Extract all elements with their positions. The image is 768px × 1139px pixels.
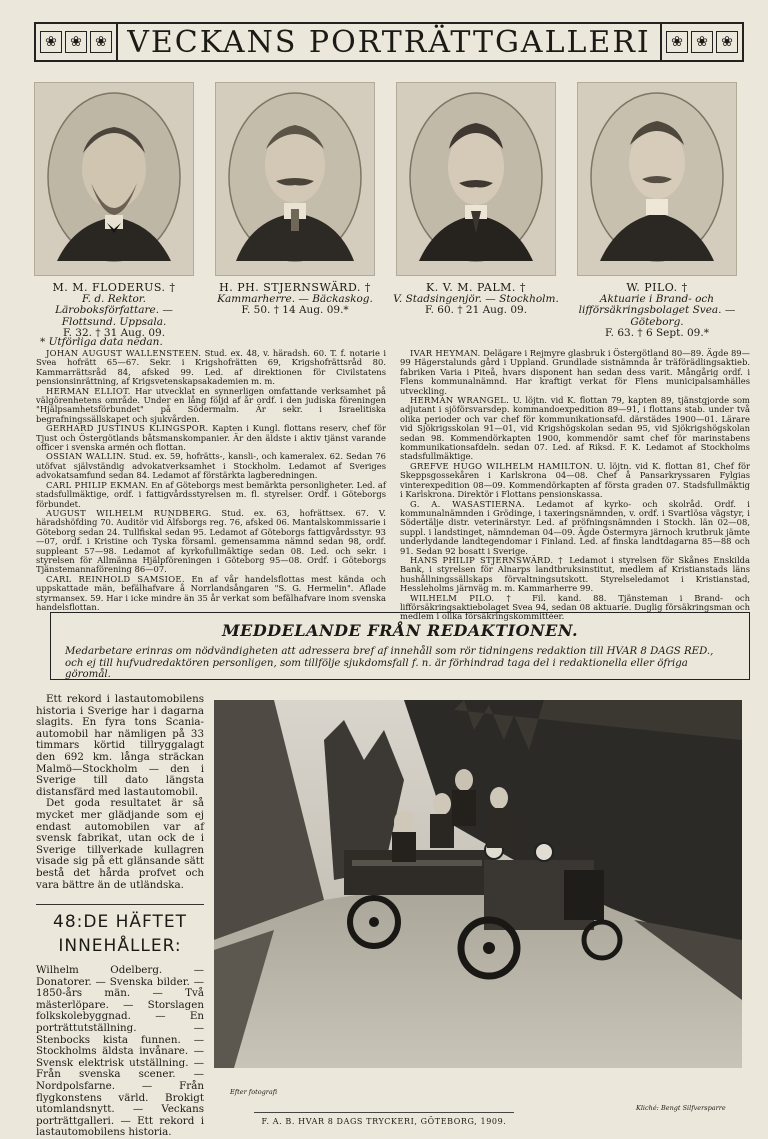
flower-ornament-icon: ❀ [90,31,112,53]
biography-text: En af vår handelsflottas mest kända och uppskattade män, befälhafvare å Norrlandsångaren "S. G. Hermelin". Aflade styrmansex. 59. Har i icke mindre än 35 år verkat som befälhafvare inom svenska handelsflottan. [36,573,386,612]
biography-name: AUGUST WILHELM RUNDBERG. [46,507,212,518]
biography-entry [36,424,386,452]
caption-pilo [573,282,741,340]
editorial-notice [50,612,750,680]
caption-floderus [30,282,198,340]
biography-name: HERMAN WRANGEL. [410,395,510,406]
portrait-floderus [34,82,194,276]
biography-text: Ledamot i styrelsen för Skånes Enskilda Bank, i styrelsen för Alnarps landtbruksinstitut, medlem af Kristianstads läns hushållningssällskaps förvaltningsutskott. Styrelseledamot i Kristianstad, Hessleholms järnväg m. m. Kammarherre 99. [400,554,750,594]
issue-heading-line: 48:DE HÄFTET [53,912,187,932]
article-paragraph: Det goda resultatet är så mycket mer glädjande som ej endast automobilen var af svensk fabrikat, utan ock de i Sverige tillverkade kullagren visade sig på ett glänsande sätt bestå det hårda profvet och vara bättre än de utländska. [36,797,204,891]
portrait-name: H. PH. STJERNSWÄRD. † [219,281,371,294]
masthead [34,22,744,62]
biography-entry [36,349,386,387]
biography-entry [400,556,750,594]
biography-text: Fil. kand. 88. Tjänsteman i Brand- och lifförsäkringsaktiebolaget Svea 94, sedan 08 aktuarie. Duglig försäkringsman och medlem i olika försäkringskommittéer. [400,592,750,622]
biography-name: IVAR HEYMAN. [410,348,481,358]
engraving-credit: Kliché: Bengt Silfversparre [636,1104,726,1112]
biography-name: OSSIAN WALLIN. [46,451,127,462]
biography-entry [36,509,386,575]
biography-name: HANS PHILIP STJERNSWÄRD. † [410,554,565,565]
portrait-name: M. M. FLODERUS. † [52,281,176,294]
biography-text: En af Göteborgs mest bemärkta personligheter. Led. af stadsfullmäktige, ordf. i fattigvårdsstyrelsen m. fl. styrelser. Ordf. i Göteborgs förbundet. [36,479,387,509]
biography-name: HERMAN ELLIOT. [46,385,131,396]
divider [36,904,204,905]
issue-contents-list: Wilhelm Odelberg. — Donatorer. — Svenska bilder. — 1850-års män. — Två mästerlöpare. — Storslagen folkskolebyggnad. — En porträttutställning. — Stenbocks kista funnen. — Stockholms äldsta invånare. — Svensk elektrisk utställning. — Från svenska scener. — Nordpolsfarne. — Från flygkonstens värld. Brokigt utomlandsnytt. — Veckans porträttgalleri. — Ett rekord i lastautomobilens historia. [36,964,204,1139]
biography-name: GERHARD JUSTINUS KLINGSPOR. [46,423,209,434]
biography-entry [36,387,386,425]
biography-entry [400,462,750,500]
page-title: VECKANS PORTRÄTTGALLERI [127,24,651,60]
biography-name: GREFVE HUGO WILHELM HAMILTON. [410,460,593,471]
biography-text: Delägare i Rejmyre glasbruk i Östergötland 80—89. Ägde 89—99 Hägerstalunds gård i Uppland. Grundlade sistnämnda år träförädlingsaktieb. fabriken Varia i Piteå, hvars disponent han sedan dess varit. Mångårig ordf. i Flens kommunalnämnd. Har kraftigt verkat för Flens municipalsamhälles utveckling. [400,348,750,396]
portrait-description: Kammarherre. — Bäckaskog. [217,292,373,305]
flower-ornament-icon: ❀ [40,31,62,53]
portrait-description: V. Stadsingenjör. — Stockholm. [393,292,559,305]
biography-entry [400,500,750,556]
portrait-dates: F. 63. † 6 Sept. 09.* [605,327,709,339]
biography-name: CARL REINHOLD SAMSIOE. [46,573,185,584]
flower-ornament-icon: ❀ [691,31,713,53]
portrait-dates: F. 50. † 14 Aug. 09.* [241,304,349,316]
biography-text: Stud. ex. 48, v. häradsh. 60. T. f. notarie i Svea hofrätt 65—67. Sekr. i Krigshofrätten 69, Krigshofrättsråd 80. Kammarrättsråd 84, afsked 99. Led. af direktionen för Civilstatens pensionsinrättning, af Krigsvetenskapsakademien m. m. [36,348,386,387]
portrait-name: K. V. M. PALM. † [426,281,526,294]
caption-palm [392,282,560,317]
flower-ornament-icon: ❀ [65,31,87,53]
biography-text: Stud. ex. 59, hofrätts-, kansli-, och kameralex. 62. Sedan 76 utöfvat självständig advokatverksamhet i Stockholm. Ledamot af Sveriges advokatsamfund sedan 84. Ledamot af förstärkta lagberedningen. [36,451,386,481]
biography-text: U. löjtn. vid K. flottan 81, Chef för Skeppsgossekåren i Karlskrona 04—08. Chef å Pansarkryssaren Fylgias vinterexpedition 08—09. Kommendörkapten af första graden 07. Stadsfullmäktig i Karlskrona. Direktör i Flottans pensionskassa. [400,460,750,500]
portrait-dates: F. 60. † 21 Aug. 09. [424,304,528,316]
printer-imprint: F. A. B. HVAR 8 DAGS TRYCKERI, GÖTEBORG, 1909. [261,1117,507,1126]
biography-entry [36,481,386,509]
biography-entry [36,452,386,480]
portrait-name: W. PILO. † [626,281,688,294]
biography-text: U. löjtn. vid K. flottan 79, kapten 89, tjänstgjorde som adjutant i sjöförsvarsdep. kommandoexpedition 89—91, i flottans stab. under två olika perioder och var chef för kommunikationsafd. därstädes 1900—01. Lärare vid Sjökrigsskolan 91—01, vid Krigshögskolan sedan 95, vid Sjökrigshögskolan sedan 98. Kommendörkapten 1900, kommendör samt chef för marinstabens kommunikationsafdeln. sedan 07. Led. af Riksd. F. K. Ledamot af Stockholms stadsfullmäktige. [400,395,751,462]
biography-entry [400,349,750,396]
biography-name: G. A. WASASTIERNA. [410,498,525,509]
biographies-right-column [400,349,750,622]
biographies-left-column [36,349,386,612]
article-paragraph: Ett rekord i lastautomobilens historia i Sverige har i dagarna slagits. En fyra tons Scania-automobil har nämligen på 33 timmars körtid tillryggalagt den 692 km. långa sträckan Malmö—Stockholm — den i Sverige till dato längsta distansfärd med lastautomobil. [36,693,204,798]
biography-name: CARL PHILIP EKMAN. [46,479,149,490]
truck-photograph [214,700,742,1068]
portrait-description: F. d. Rektor. Läroboksförfattare. — Flottsund. Uppsala. [55,292,173,328]
portrait-stjernsward [215,82,375,276]
divider [254,1112,514,1113]
flower-ornament-icon: ❀ [716,31,738,53]
issue-heading-line: INNEHÅLLER: [58,936,182,956]
biography-name: JOHAN AUGUST WALLENSTEEN. [46,348,202,358]
photo-credit: Efter fotografi [230,1088,278,1096]
notice-text: Medarbetare erinras om nödvändigheten att adressera bref af innehåll som rör tidningens redaktion till HVAR 8 DAGS RED., och ej till hufvudredaktören personligen, som tillfölje sjukdomsfall f. n. är förhindrad taga del i redaktionella eller öfriga göromål. [65,646,714,680]
record-article [36,694,204,891]
biography-entry [36,575,386,613]
portrait-description: Aktuarie i Brand- och lifförsäkringsbolaget Svea. — Göteborg. [578,292,736,328]
portrait-dates: F. 32. † 31 Aug. 09. [62,327,166,339]
biography-text: Kapten i Kungl. flottans reserv, chef för Tjust och Östergötlands båtsmanskompanier. Är den äldste i aktiv tjänst varande officer i svenska armén och flottan. [36,423,386,453]
caption-stjernsward [211,282,379,317]
masthead-ornaments-right [660,24,742,60]
footnote: * Utförliga data nedan. [40,336,163,348]
portrait-palm [396,82,556,276]
biography-name: WILHELM PILO. † [410,592,521,603]
flower-ornament-icon: ❀ [666,31,688,53]
portrait-pilo [577,82,737,276]
issue-contents-heading [36,910,204,958]
biography-entry [400,396,750,462]
biography-text: Har utvecklat en synnerligen omfattande verksamhet på välgörenhetens område. Under en lång följd af år ordf. i den judiska föreningen "Hjälpsamhetsförbundet" på Södermalm. Är sekr. i Israelitiska begrafningssällskapet och sjukvården. [36,385,386,424]
biography-text: Stud. ex. 63, hofrättsex. 67. V. häradshöfding 70. Auditör vid Älfsborgs reg. 76, afsked 06. Mantalskommissarie i Göteborg sedan 24. Tullfiskal sedan 95. Ledamot af Göteborgs fattigvårdsstyr. 93—07, ordf. i Kristine och Tyska församl. gemensamma nämnd sedan 98, ordf. suppleant 57—98. Ledamot af kyrkofullmäktige sedan 08. Led. och sekr. i styrelsen för Allmänna Hjälpföreningen i Göteborg 95—08. Ordf. i Göteborgs Tjänstemannaförening 86—07. [36,507,386,575]
biography-text: Ledamot af kyrko- och skolråd. Ordf. i kommunalnämnden i Grödinge, i taxeringsnämnden, v. ordf. i Svartlösa vägstyr, i Södertälje distr. veterinärstyr. Led. af pröfningsnämnden i Stockh. län 02—08, suppl. i landstinget, nämndeman 04—09. Ägde Östermyra järnoch krutbruk jämte underlydande landtegendomar i Finland. Led. af finska landtdagarna 85—88 och 91. Sedan 92 bosatt i Sverige. [400,498,750,556]
masthead-ornaments-left [36,24,118,60]
notice-title: MEDDELANDE FRÅN REDAKTIONEN. [221,621,579,640]
